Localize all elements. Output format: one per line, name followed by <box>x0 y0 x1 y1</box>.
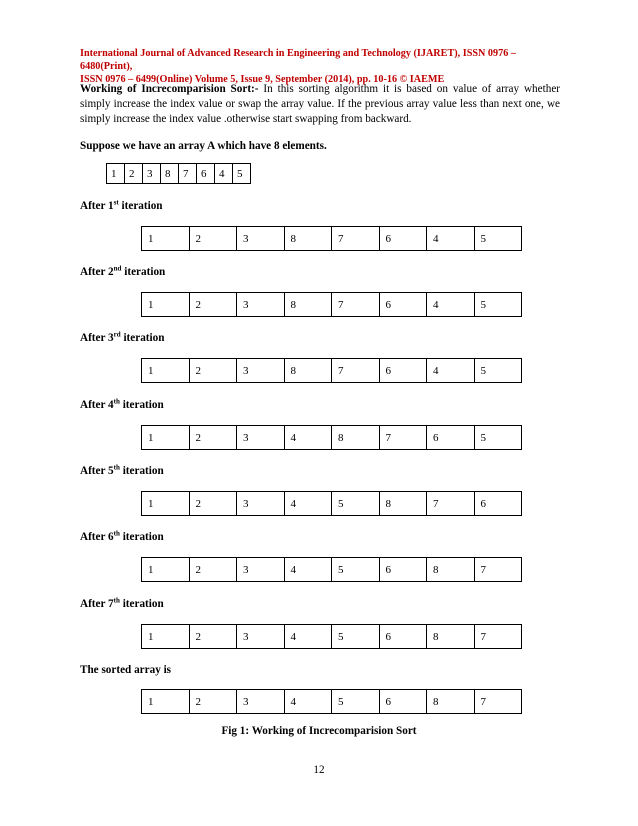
array-cell: 3 <box>237 359 285 383</box>
iteration-heading-suffix: iteration <box>118 200 163 212</box>
initial-array-cell: 1 <box>107 164 125 184</box>
array-row <box>142 426 522 450</box>
array-cell: 3 <box>237 690 285 714</box>
array-cell: 7 <box>379 426 427 450</box>
initial-array-cell: 6 <box>197 164 215 184</box>
iteration-heading-2 <box>80 265 165 279</box>
array-cell: 5 <box>474 293 522 317</box>
iteration-heading-prefix: After 3 <box>80 332 114 344</box>
iteration-heading-4 <box>80 398 164 412</box>
suppose-heading: Suppose we have an array A which have 8 elements. <box>80 140 327 152</box>
iteration-heading-suffix: iteration <box>119 399 164 411</box>
array-cell: 8 <box>332 426 380 450</box>
array-cell: 4 <box>427 227 475 251</box>
iteration-heading-ordinal: th <box>113 463 120 472</box>
array-cell: 6 <box>379 227 427 251</box>
iteration-heading-ordinal: nd <box>113 264 122 273</box>
array-cell: 5 <box>474 426 522 450</box>
array-row <box>142 690 522 714</box>
iteration-heading-suffix: iteration <box>119 465 164 477</box>
iteration-heading-prefix: After 4 <box>80 399 114 411</box>
array-cell: 2 <box>189 359 237 383</box>
array-row <box>142 558 522 582</box>
iteration-heading-ordinal: th <box>113 596 120 605</box>
array-cell: 7 <box>332 293 380 317</box>
iteration-heading-suffix: iteration <box>119 598 164 610</box>
array-cell: 2 <box>189 227 237 251</box>
array-cell: 7 <box>474 558 522 582</box>
array-cell: 6 <box>379 690 427 714</box>
array-cell: 8 <box>284 227 332 251</box>
array-cell: 8 <box>427 690 475 714</box>
array-cell: 1 <box>142 625 190 649</box>
array-cell: 3 <box>237 625 285 649</box>
array-row <box>142 492 522 516</box>
array-row <box>142 625 522 649</box>
iteration-heading-7 <box>80 597 164 611</box>
intro-paragraph <box>80 82 560 127</box>
array-cell: 2 <box>189 625 237 649</box>
sorted-heading: The sorted array is <box>80 664 172 676</box>
iteration-heading-suffix: iteration <box>121 266 166 278</box>
iteration-heading-suffix: iteration <box>120 332 165 344</box>
iteration-array-table-3 <box>141 358 522 383</box>
array-cell: 2 <box>189 558 237 582</box>
journal-header-line-1: International Journal of Advanced Research in Engineering and Technology (IJARET), ISSN 0976 – 6480(Print), <box>80 48 516 72</box>
iteration-heading-1 <box>80 199 163 213</box>
iteration-heading-6 <box>80 530 164 544</box>
array-cell: 8 <box>427 625 475 649</box>
array-cell: 4 <box>284 558 332 582</box>
array-cell: 5 <box>332 690 380 714</box>
initial-array-cell: 5 <box>233 164 251 184</box>
array-cell: 6 <box>379 625 427 649</box>
initial-array-cell: 4 <box>215 164 233 184</box>
array-cell: 5 <box>332 492 380 516</box>
array-row <box>142 359 522 383</box>
initial-array-cell: 8 <box>161 164 179 184</box>
array-cell: 1 <box>142 690 190 714</box>
array-cell: 4 <box>427 359 475 383</box>
array-cell: 6 <box>474 492 522 516</box>
array-cell: 8 <box>379 492 427 516</box>
array-cell: 7 <box>474 690 522 714</box>
array-cell: 1 <box>142 426 190 450</box>
array-cell: 3 <box>237 293 285 317</box>
array-cell: 8 <box>427 558 475 582</box>
journal-header-line-2: ISSN 0976 – 6499(Online) Volume 5, Issue 9, September (2014), pp. 10-16 © IAEME <box>80 74 445 85</box>
array-cell: 7 <box>332 227 380 251</box>
array-cell: 2 <box>189 492 237 516</box>
iteration-array-table-5 <box>141 491 522 516</box>
array-cell: 6 <box>427 426 475 450</box>
sorted-array-table <box>141 689 522 714</box>
array-cell: 4 <box>284 492 332 516</box>
iteration-heading-5 <box>80 464 164 478</box>
array-cell: 1 <box>142 492 190 516</box>
initial-array-cell: 3 <box>143 164 161 184</box>
array-cell: 4 <box>284 625 332 649</box>
array-cell: 7 <box>332 359 380 383</box>
array-cell: 3 <box>237 227 285 251</box>
array-cell: 3 <box>237 558 285 582</box>
array-cell: 5 <box>474 227 522 251</box>
array-cell: 5 <box>332 625 380 649</box>
array-cell: 4 <box>284 426 332 450</box>
array-cell: 1 <box>142 293 190 317</box>
figure-caption: Fig 1: Working of Increcomparision Sort <box>221 725 417 737</box>
array-cell: 1 <box>142 359 190 383</box>
iteration-heading-ordinal: rd <box>113 330 121 339</box>
array-cell: 1 <box>142 227 190 251</box>
iteration-heading-prefix: After 6 <box>80 531 114 543</box>
initial-array-cell: 7 <box>179 164 197 184</box>
array-cell: 2 <box>189 426 237 450</box>
page-number: 12 <box>313 764 325 776</box>
iteration-array-table-1 <box>141 226 522 251</box>
array-cell: 6 <box>379 359 427 383</box>
array-cell: 8 <box>284 359 332 383</box>
array-cell: 4 <box>427 293 475 317</box>
iteration-array-table-6 <box>141 557 522 582</box>
array-cell: 3 <box>237 492 285 516</box>
iteration-heading-prefix: After 1 <box>80 200 114 212</box>
iteration-heading-ordinal: th <box>113 529 120 538</box>
array-row <box>142 293 522 317</box>
array-cell: 8 <box>284 293 332 317</box>
initial-array-row <box>107 164 251 184</box>
intro-body: In this sorting algorithm it is based on value of array whether simply increase the index value or swap the array value. If the previous array value less than next one, we simply increase the index value .otherwise start swapping from backward. <box>80 83 561 125</box>
array-cell: 2 <box>189 293 237 317</box>
journal-header <box>80 47 560 86</box>
iteration-heading-ordinal: th <box>113 397 120 406</box>
iteration-heading-3 <box>80 331 164 345</box>
array-row <box>142 227 522 251</box>
array-cell: 5 <box>474 359 522 383</box>
iteration-array-table-7 <box>141 624 522 649</box>
iteration-array-table-2 <box>141 292 522 317</box>
iteration-heading-ordinal: st <box>113 198 119 207</box>
initial-array-cell: 2 <box>125 164 143 184</box>
array-cell: 6 <box>379 558 427 582</box>
iteration-heading-prefix: After 5 <box>80 465 114 477</box>
array-cell: 3 <box>237 426 285 450</box>
iteration-heading-prefix: After 7 <box>80 598 114 610</box>
array-cell: 6 <box>379 293 427 317</box>
array-cell: 7 <box>427 492 475 516</box>
array-cell: 7 <box>474 625 522 649</box>
array-cell: 1 <box>142 558 190 582</box>
array-cell: 5 <box>332 558 380 582</box>
iteration-array-table-4 <box>141 425 522 450</box>
initial-array-table <box>106 163 251 184</box>
iteration-heading-suffix: iteration <box>119 531 164 543</box>
iteration-heading-prefix: After 2 <box>80 266 114 278</box>
array-cell: 4 <box>284 690 332 714</box>
intro-title: Working of Increcomparision Sort:- <box>80 83 259 95</box>
array-cell: 2 <box>189 690 237 714</box>
